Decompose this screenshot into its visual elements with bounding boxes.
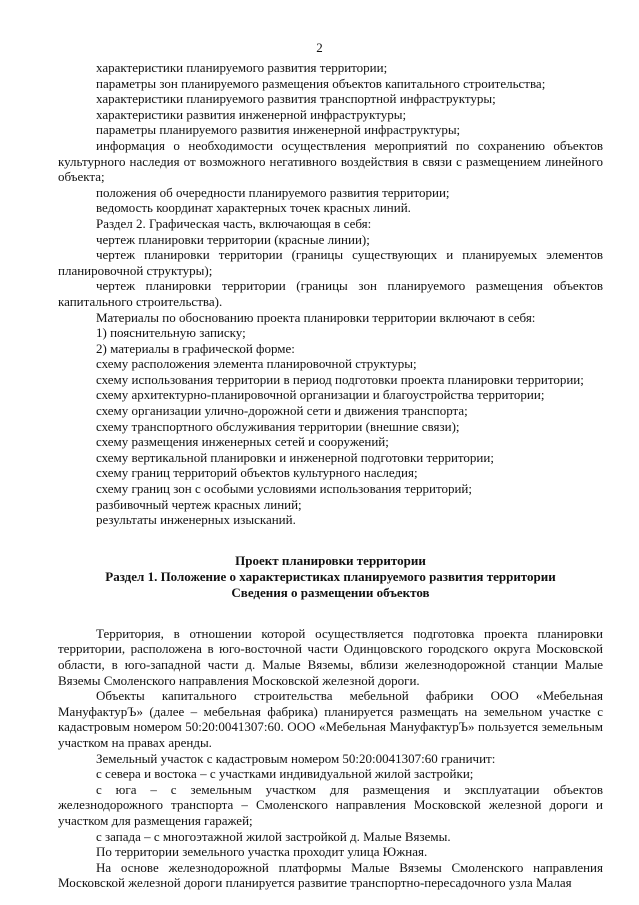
- heading-subsection: Сведения о размещении объектов: [231, 584, 430, 600]
- list-item: 1) пояснительную записку;: [96, 325, 246, 341]
- list-item: разбивочный чертеж красных линий;: [96, 496, 302, 512]
- section-title: Раздел 2. Графическая часть, включающая в себя:: [96, 215, 372, 231]
- list-item: ведомость координат характерных точек красных линий.: [96, 200, 411, 216]
- paragraph: По территории земельного участка проходит улица Южная.: [96, 844, 428, 860]
- list-item: положения об очередности планируемого развития территории;: [96, 184, 450, 200]
- list-item: характеристики развития инженерной инфраструктуры;: [96, 106, 407, 122]
- list-item: схему размещения инженерных сетей и сооружений;: [96, 434, 389, 450]
- list-item: схему транспортного обслуживания территории (внешние связи);: [96, 418, 460, 434]
- heading-section: Раздел 1. Положение о характеристиках планируемого развития территории: [105, 569, 556, 584]
- list-item: схему использования территории в период подготовки проекта планировки территории;: [96, 371, 584, 387]
- list-item: схему границ зон с особыми условиями использования территорий;: [96, 481, 472, 497]
- document-body: [58, 60, 603, 891]
- paragraph: Территория, в отношении которой осуществляется подготовка проекта планировки территории, расположена в юго-восточной части Одинцовского городского округа Московской области, в юго-западной части д. Малые Вяземы, вблизи железнодорожной станции Малые Вяземы Смоленского направления Московской железной дороги.: [58, 625, 603, 688]
- page-number: 2: [316, 40, 323, 55]
- list-item: схему организации улично-дорожной сети и движения транспорта;: [96, 403, 468, 419]
- list-item: характеристики планируемого развития территории;: [96, 60, 388, 75]
- list-item: схему вертикальной планировки и инженерной подготовки территории;: [96, 449, 494, 465]
- list-item: чертеж планировки территории (границы зон планируемого размещения объектов капитального строительства).: [58, 278, 603, 309]
- list-item: чертеж планировки территории (красные линии);: [96, 231, 370, 247]
- list-item: результаты инженерных изысканий.: [96, 512, 296, 528]
- paragraph: с юга – с земельным участком для размещения и эксплуатации объектов железнодорожного транспорта – Смоленского направления Московской железной дороги и участком для размещения гаражей;: [58, 781, 603, 828]
- list-item: схему расположения элемента планировочной структуры;: [96, 356, 417, 372]
- list-item: характеристики планируемого развития транспортной инфраструктуры;: [96, 91, 496, 107]
- list-item: параметры зон планируемого размещения объектов капитального строительства;: [96, 75, 546, 91]
- heading-project: Проект планировки территории: [235, 553, 426, 569]
- list-item: схему границ территорий объектов культурного наследия;: [96, 465, 418, 481]
- list-item: Материалы по обоснованию проекта планировки территории включают в себя:: [96, 309, 536, 325]
- paragraph: На основе железнодорожной платформы Малые Вяземы Смоленского направления Московской железной дороги планируется развитие транспортно-пересадочного узла Малая: [58, 859, 603, 891]
- paragraph: с севера и востока – с участками индивидуальной жилой застройки;: [96, 766, 474, 782]
- list-item: информация о необходимости осуществления мероприятий по сохранению объектов культурного наследия от возможного негативного воздействия в связи с размещением линейного объекта;: [58, 137, 603, 185]
- paragraph: Земельный участок с кадастровым номером 50:20:0041307:60 граничит:: [96, 750, 496, 766]
- list-item: чертеж планировки территории (границы существующих и планируемых элементов планировочной структуры);: [58, 247, 603, 278]
- list-item: параметры планируемого развития инженерной инфраструктуры;: [96, 122, 461, 138]
- list-item: 2) материалы в графической форме:: [96, 340, 295, 356]
- paragraph: с запада – с многоэтажной жилой застройкой д. Малые Вяземы.: [96, 828, 451, 844]
- paragraph: Объекты капитального строительства мебельной фабрики ООО «Мебельная МануфактурЪ» (далее – мебельная фабрика) планируется размещать на земельном участке с кадастровым номером 50:20:0041307:60. ООО «Мебельная МануфактурЪ» пользуется земельным участком на правах аренды.: [58, 688, 603, 750]
- list-item: схему архитектурно-планировочной организации и благоустройства территории;: [96, 387, 545, 403]
